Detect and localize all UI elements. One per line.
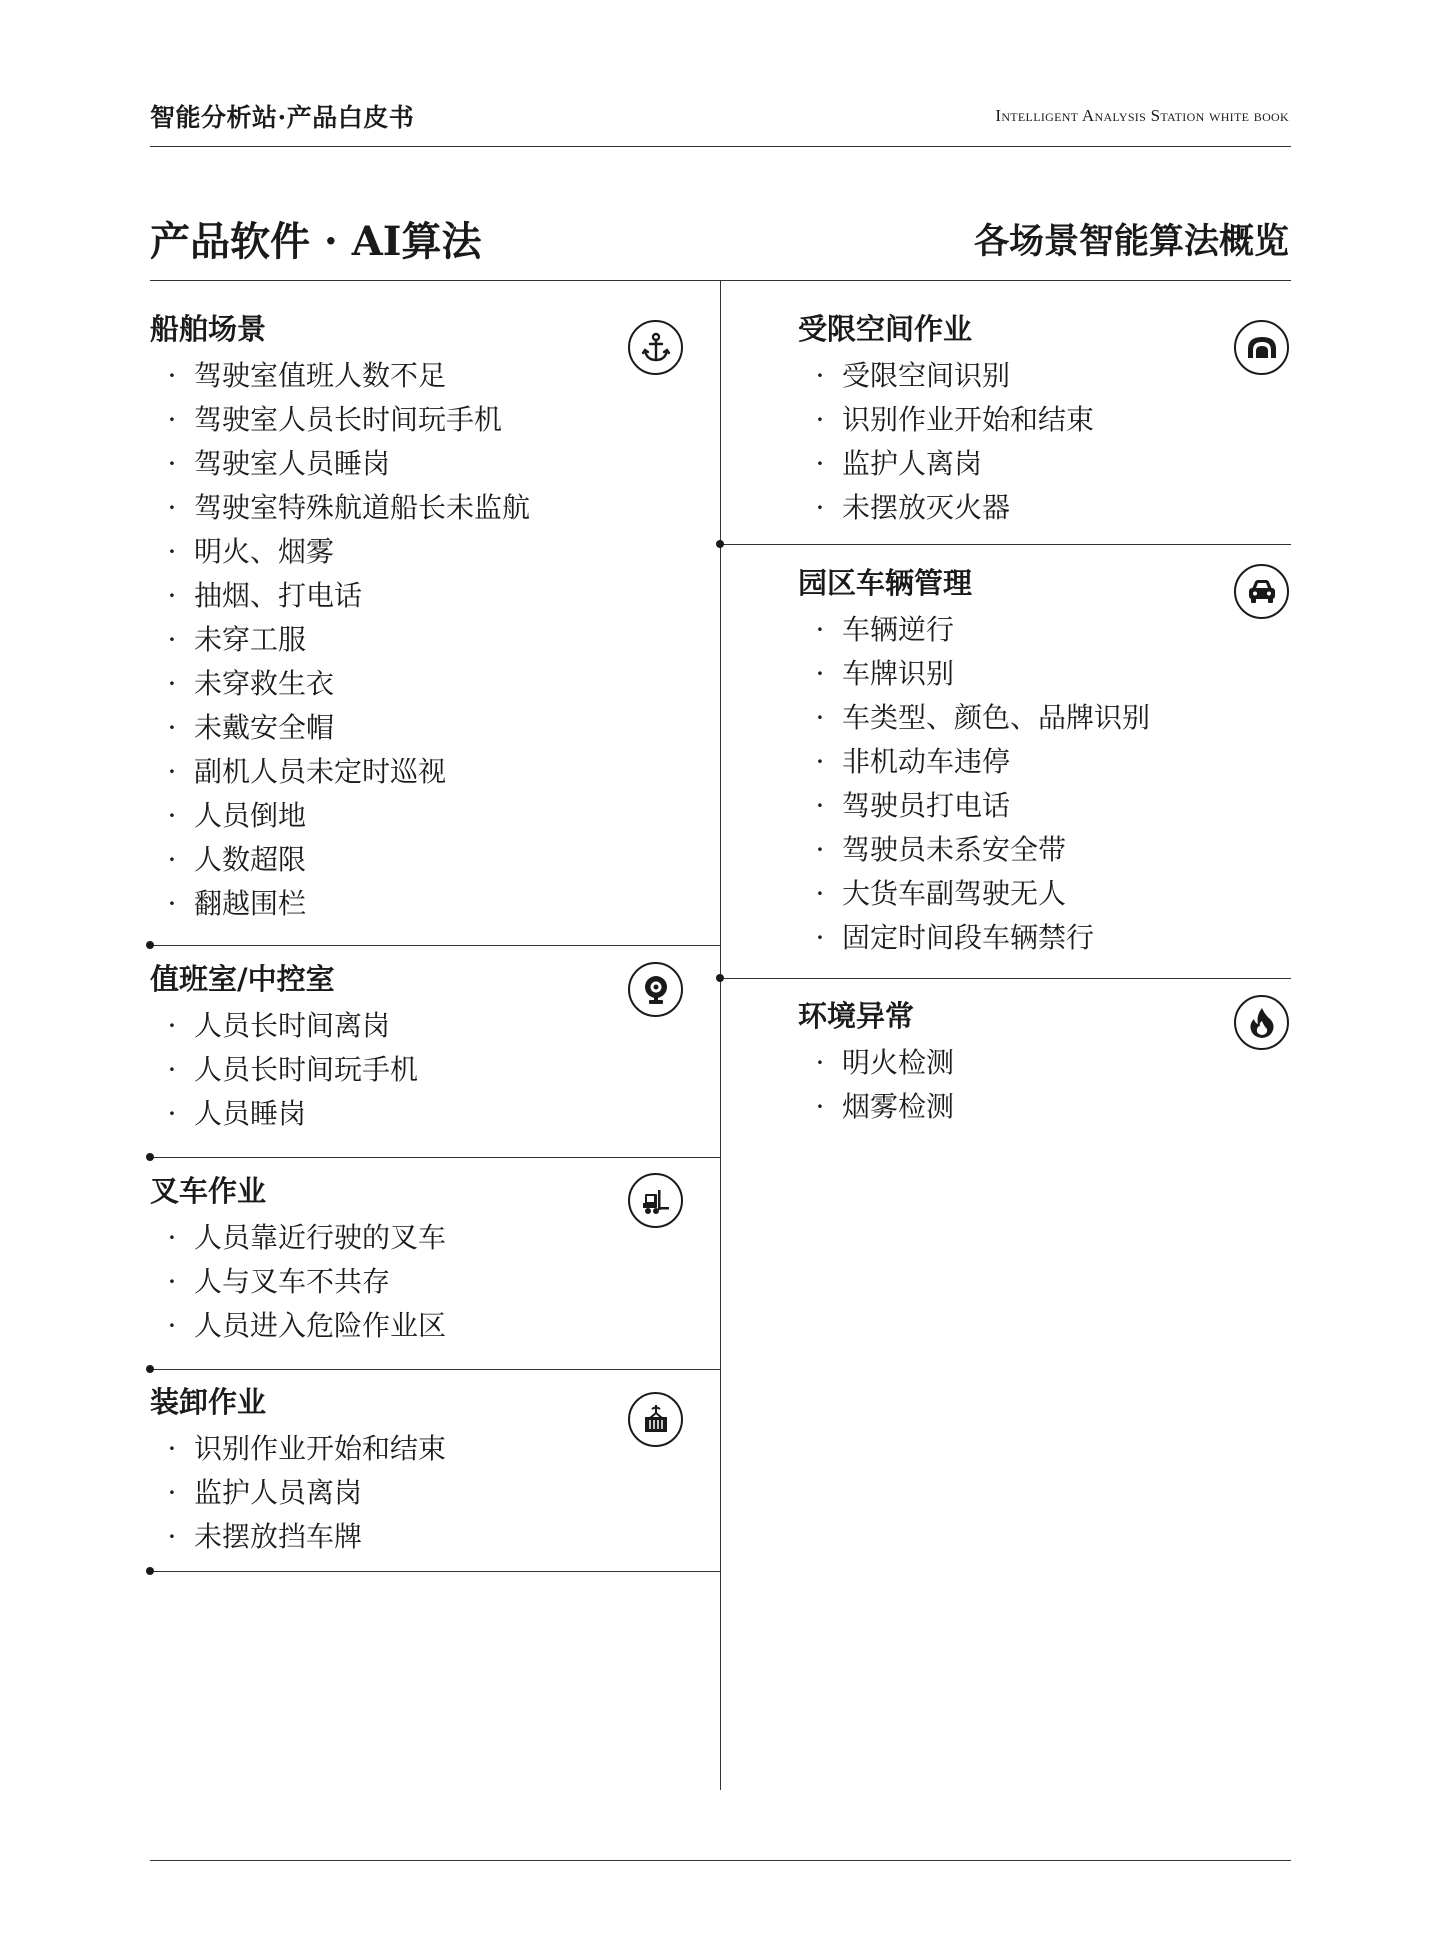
bullet: · <box>815 359 825 392</box>
item-text: 人员长时间离岗 <box>194 1009 391 1042</box>
list-item <box>150 1004 418 1048</box>
item-text: 驾驶室值班人数不足 <box>194 359 447 392</box>
bullet: · <box>167 1476 177 1509</box>
bullet: · <box>167 1009 177 1042</box>
bullet: · <box>167 843 177 876</box>
item-list <box>798 1041 954 1129</box>
bullet: · <box>167 535 177 568</box>
item-text: 人与叉车不共存 <box>194 1265 391 1298</box>
bullet: · <box>815 833 825 866</box>
item-text: 副机人员未定时巡视 <box>194 755 447 788</box>
item-text: 车类型、颜色、品牌识别 <box>842 701 1151 734</box>
list-item <box>150 1048 418 1092</box>
section-confined-space <box>798 312 1094 530</box>
list-item <box>150 1427 446 1471</box>
list-item <box>150 530 530 574</box>
bullet: · <box>167 1265 177 1298</box>
section-rule <box>720 978 1291 979</box>
section-title: 叉车作业 <box>150 1174 267 1208</box>
section-title: 环境异常 <box>798 999 915 1033</box>
bullet: · <box>815 745 825 778</box>
section-rule <box>150 1571 720 1572</box>
list-item <box>798 828 1150 872</box>
list-item <box>150 354 530 398</box>
list-item <box>798 652 1150 696</box>
item-text: 抽烟、打电话 <box>194 579 363 612</box>
item-text: 车牌识别 <box>842 657 955 690</box>
header-title: 智能分析站·产品白皮书 <box>150 103 415 132</box>
item-list <box>150 354 530 926</box>
section-rule <box>150 945 720 946</box>
rule-dot <box>146 1153 154 1161</box>
bullet: · <box>815 1090 825 1123</box>
item-list <box>150 1216 446 1348</box>
header-english-title: Intelligent Analysis Station white book <box>995 106 1289 125</box>
item-text: 车辆逆行 <box>842 613 955 646</box>
list-item <box>798 784 1150 828</box>
list-item <box>798 740 1150 784</box>
bullet: · <box>167 1432 177 1465</box>
list-item <box>798 398 1094 442</box>
bullet: · <box>815 789 825 822</box>
list-item <box>150 750 530 794</box>
item-text: 未摆放挡车牌 <box>194 1520 363 1553</box>
bullet: · <box>167 1053 177 1086</box>
bullet: · <box>815 447 825 480</box>
item-text: 人员睡岗 <box>194 1097 307 1130</box>
section-rule <box>150 1157 720 1158</box>
list-item <box>150 662 530 706</box>
item-text: 驾驶室人员长时间玩手机 <box>194 403 503 436</box>
item-text: 驾驶员未系安全带 <box>842 833 1067 866</box>
item-text: 监护人员离岗 <box>194 1476 363 1509</box>
list-item <box>150 1216 446 1260</box>
bullet: · <box>167 447 177 480</box>
bullet: · <box>167 755 177 788</box>
list-item <box>150 1092 418 1136</box>
crane-container-icon <box>628 1392 683 1447</box>
rule-dot <box>716 974 724 982</box>
item-text: 识别作业开始和结束 <box>194 1432 447 1465</box>
list-item <box>150 1515 446 1559</box>
list-item <box>798 1085 954 1129</box>
list-item <box>150 1260 446 1304</box>
list-item <box>150 618 530 662</box>
bullet: · <box>167 403 177 436</box>
item-list <box>150 1427 446 1559</box>
item-text: 受限空间识别 <box>842 359 1011 392</box>
rule-dot <box>146 1365 154 1373</box>
item-text: 烟雾检测 <box>842 1090 955 1123</box>
list-item <box>150 574 530 618</box>
item-text: 人员倒地 <box>194 799 307 832</box>
list-item <box>798 872 1150 916</box>
list-item <box>150 486 530 530</box>
forklift-icon <box>628 1173 683 1228</box>
column-divider <box>720 280 721 1790</box>
list-item <box>150 442 530 486</box>
section-vehicle-management <box>798 566 1150 960</box>
list-item <box>798 696 1150 740</box>
item-text: 翻越围栏 <box>194 887 307 920</box>
anchor-icon <box>628 320 683 375</box>
section-forklift <box>150 1174 446 1348</box>
list-item <box>150 398 530 442</box>
section-ship <box>150 312 530 926</box>
footer-rule <box>150 1860 1291 1861</box>
bullet: · <box>167 579 177 612</box>
item-text: 人员进入危险作业区 <box>194 1309 447 1342</box>
item-text: 驾驶室特殊航道船长未监航 <box>194 491 531 524</box>
tunnel-icon <box>1234 320 1289 375</box>
rule-dot <box>146 1567 154 1575</box>
section-title: 值班室/中控室 <box>150 962 335 996</box>
bullet: · <box>167 667 177 700</box>
bullet: · <box>167 623 177 656</box>
bullet: · <box>167 491 177 524</box>
bullet: · <box>167 1221 177 1254</box>
bullet: · <box>167 1520 177 1553</box>
list-item <box>798 916 1150 960</box>
item-text: 监护人离岗 <box>842 447 983 480</box>
item-text: 未穿救生衣 <box>194 667 335 700</box>
item-text: 大货车副驾驶无人 <box>842 877 1067 910</box>
item-text: 明火、烟雾 <box>194 535 335 568</box>
bullet: · <box>815 877 825 910</box>
item-text: 明火检测 <box>842 1046 955 1079</box>
list-item <box>150 794 530 838</box>
list-item <box>798 354 1094 398</box>
webcam-icon <box>628 962 683 1017</box>
list-item <box>150 882 530 926</box>
bullet: · <box>815 491 825 524</box>
bullet: · <box>167 1097 177 1130</box>
list-item <box>798 1041 954 1085</box>
section-rule <box>720 544 1291 545</box>
section-loading <box>150 1385 446 1559</box>
list-item <box>798 442 1094 486</box>
bullet: · <box>815 657 825 690</box>
bullet: · <box>167 887 177 920</box>
item-text: 非机动车违停 <box>842 745 1011 778</box>
section-title: 装卸作业 <box>150 1385 267 1419</box>
item-text: 未摆放灭火器 <box>842 491 1011 524</box>
list-item <box>150 1304 446 1348</box>
item-list <box>798 608 1150 960</box>
item-text: 人员靠近行驶的叉车 <box>194 1221 447 1254</box>
item-text: 驾驶员打电话 <box>842 789 1011 822</box>
item-text: 人数超限 <box>194 843 307 876</box>
item-text: 识别作业开始和结束 <box>842 403 1095 436</box>
list-item <box>798 486 1094 530</box>
bullet: · <box>815 701 825 734</box>
bullet: · <box>167 711 177 744</box>
item-text: 未戴安全帽 <box>194 711 335 744</box>
list-item <box>150 838 530 882</box>
item-list <box>798 354 1094 530</box>
header-rule <box>150 146 1291 147</box>
item-text: 人员长时间玩手机 <box>194 1053 419 1086</box>
rule-dot <box>146 941 154 949</box>
list-item <box>150 1471 446 1515</box>
bullet: · <box>167 1309 177 1342</box>
bullet: · <box>815 921 825 954</box>
section-environment <box>798 999 954 1129</box>
section-title: 船舶场景 <box>150 312 267 346</box>
page-title: 产品软件 · AI算法 <box>150 218 482 265</box>
section-title: 园区车辆管理 <box>798 566 973 600</box>
list-item <box>798 608 1150 652</box>
fire-icon <box>1234 995 1289 1050</box>
bullet: · <box>167 359 177 392</box>
rule-dot <box>716 540 724 548</box>
section-title: 受限空间作业 <box>798 312 973 346</box>
item-text: 固定时间段车辆禁行 <box>842 921 1095 954</box>
bullet: · <box>815 1046 825 1079</box>
list-item <box>150 706 530 750</box>
item-text: 未穿工服 <box>194 623 307 656</box>
bullet: · <box>815 613 825 646</box>
item-text: 驾驶室人员睡岗 <box>194 447 391 480</box>
page-subtitle: 各场景智能算法概览 <box>973 221 1289 262</box>
bullet: · <box>167 799 177 832</box>
item-list <box>150 1004 418 1136</box>
car-icon <box>1234 564 1289 619</box>
section-duty-room <box>150 962 418 1136</box>
section-rule <box>150 1369 720 1370</box>
bullet: · <box>815 403 825 436</box>
